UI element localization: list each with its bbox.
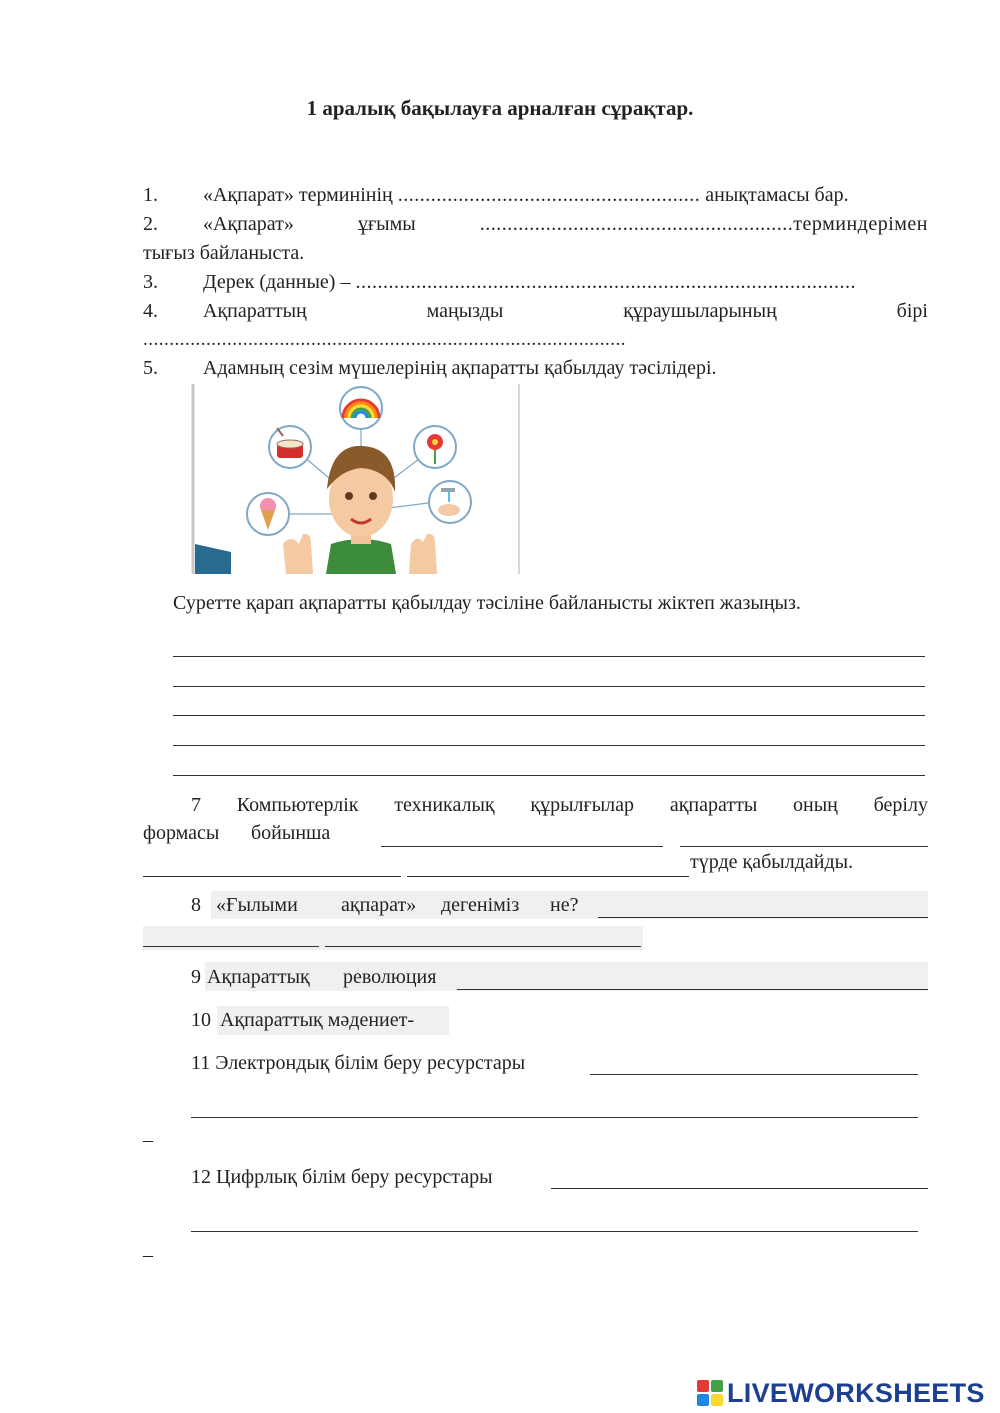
q3-blank[interactable]: ........................................................................................... bbox=[355, 271, 856, 293]
q12-text: 12 Цифрлық білім беру ресурстары bbox=[191, 1166, 493, 1188]
q10-number: 10 bbox=[191, 1009, 211, 1031]
q9-blank[interactable] bbox=[457, 989, 928, 990]
q1-number: 1. bbox=[143, 184, 158, 206]
q10-text: Ақпараттық мәдениет- bbox=[220, 1009, 415, 1031]
q4-word-3: құраушыларының bbox=[623, 300, 777, 322]
q4-number: 4. bbox=[143, 300, 158, 322]
q11-dash: – bbox=[143, 1129, 153, 1151]
q4-word-4: бірі bbox=[896, 300, 928, 322]
q7-line-1 bbox=[191, 794, 928, 817]
answer-line-2[interactable] bbox=[173, 686, 925, 687]
q1-text bbox=[203, 184, 849, 207]
q8-word-2: ақпарат» bbox=[341, 894, 417, 916]
q8-blank-3[interactable] bbox=[325, 946, 641, 947]
q12-blank-2[interactable] bbox=[191, 1231, 918, 1232]
q2-blank[interactable]: .........................................................терминдерімен bbox=[479, 213, 928, 235]
q4-text bbox=[203, 300, 928, 323]
q2-text bbox=[203, 213, 928, 236]
q8-number: 8 bbox=[191, 894, 201, 916]
q9-word-2: революция bbox=[343, 966, 437, 988]
q8-blank-2[interactable] bbox=[143, 946, 319, 947]
liveworksheets-logo bbox=[697, 1377, 985, 1409]
q7-forma: формасы bbox=[143, 822, 220, 844]
q8-word-4: не? bbox=[550, 894, 579, 916]
ice-cream-icon bbox=[247, 493, 289, 535]
q7-blank-2[interactable] bbox=[680, 846, 928, 847]
q2-word-2: ұғымы bbox=[357, 213, 416, 235]
q7-blank-3[interactable] bbox=[143, 876, 401, 877]
q11-blank-2[interactable] bbox=[191, 1117, 918, 1118]
liveworksheets-logo-mark bbox=[697, 1380, 723, 1406]
q7-word: техникалық bbox=[394, 794, 495, 816]
q8-word-1: «Ғылыми bbox=[216, 894, 298, 916]
q11-text: 11 Электрондық білім беру ресурстары bbox=[191, 1052, 526, 1074]
q11-blank-1[interactable] bbox=[590, 1074, 918, 1075]
drum-icon bbox=[269, 426, 311, 468]
rainbow-icon bbox=[340, 387, 382, 429]
q2-continuation: тығыз байланыста. bbox=[143, 242, 305, 264]
q7-blank-4[interactable] bbox=[407, 876, 689, 877]
q7-ending: түрде қабылдайды. bbox=[690, 851, 854, 873]
page-title: 1 аралық бақылауға арналған сұрақтар. bbox=[306, 96, 694, 120]
q1-lead: «Ақпарат» терминінің bbox=[203, 184, 393, 206]
q4-word-2: маңызды bbox=[426, 300, 504, 322]
answer-line-4[interactable] bbox=[173, 745, 925, 746]
q9-highlight bbox=[205, 962, 928, 991]
q7-word: ақпаратты bbox=[669, 794, 758, 816]
q8-blank-1[interactable] bbox=[598, 917, 928, 918]
q7-boiynsha: бойынша bbox=[251, 822, 331, 844]
q7-blank-1[interactable] bbox=[381, 846, 663, 847]
q12-dash: – bbox=[143, 1244, 153, 1266]
q3-lead: Дерек (данные) – bbox=[203, 271, 351, 293]
q1-end: анықтамасы бар. bbox=[705, 184, 849, 206]
q1-blank[interactable]: ....................................................... bbox=[397, 184, 701, 206]
q9-number: 9 bbox=[191, 966, 201, 988]
q3-text bbox=[203, 271, 856, 294]
q2-word-1: «Ақпарат» bbox=[203, 213, 294, 235]
q8-word-3: дегеніміз bbox=[441, 894, 520, 916]
q7-word: берілу bbox=[873, 794, 928, 816]
q12-blank-1[interactable] bbox=[551, 1188, 928, 1189]
q2-number: 2. bbox=[143, 213, 158, 235]
q4-word-1: Ақпараттың bbox=[203, 300, 307, 322]
q7-word: оның bbox=[793, 794, 838, 816]
q5-text: Адамның сезім мүшелерінің ақпаратты қабылдау тәсілідері. bbox=[203, 357, 717, 379]
q7-word: Компьютерлік bbox=[236, 794, 359, 816]
q6-instruction: Суретте қарап ақпаратты қабылдау тәсіліне байланысты жіктеп жазыңыз. bbox=[173, 592, 801, 614]
q7-word: құрылғылар bbox=[530, 794, 635, 816]
q4-blank[interactable]: ............................................................................................ bbox=[143, 329, 626, 350]
answer-line-3[interactable] bbox=[173, 715, 925, 716]
answer-line-5[interactable] bbox=[173, 775, 925, 776]
q7-number: 7 bbox=[191, 794, 201, 816]
q5-number: 5. bbox=[143, 357, 158, 379]
brand-name: LIVEWORKSHEETS bbox=[727, 1377, 985, 1408]
answer-line-1[interactable] bbox=[173, 656, 925, 657]
washing-hands-icon bbox=[429, 481, 471, 523]
q9-word-1: Ақпараттық bbox=[207, 966, 310, 988]
senses-illustration bbox=[191, 384, 521, 574]
flower-icon bbox=[414, 426, 456, 468]
q3-number: 3. bbox=[143, 271, 158, 293]
